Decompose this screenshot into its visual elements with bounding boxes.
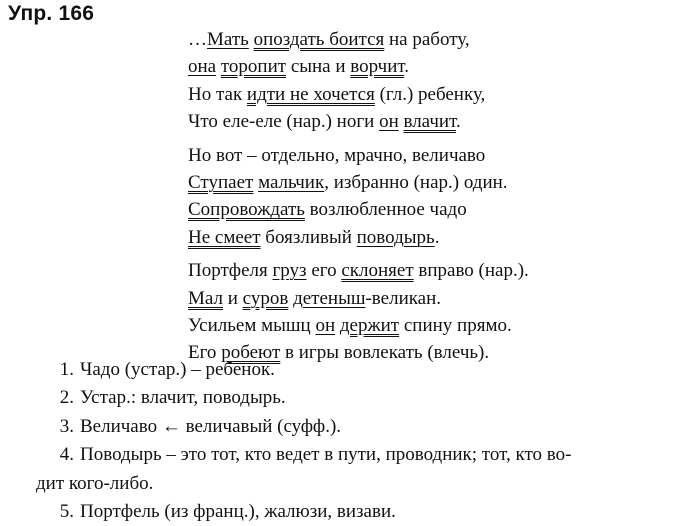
poem-text: Усильем мышц <box>188 314 316 336</box>
poem-line <box>188 285 529 312</box>
poem-text: Но вот – отдельно, мрачно, величаво <box>188 144 486 166</box>
note-item <box>42 498 692 526</box>
note-number: 2. <box>59 387 74 409</box>
predicate-word: торопит <box>220 56 287 78</box>
predicate-word: суров <box>242 287 289 309</box>
poem-line <box>188 81 529 108</box>
predicate-word: идти не хочется <box>246 83 375 105</box>
predicate-word: ворчит <box>350 56 405 78</box>
subject-word: мальчик <box>258 171 325 193</box>
poem-text: боязливый <box>260 226 357 248</box>
poem-text: Его <box>188 342 222 364</box>
predicate-word: влачит <box>403 111 456 133</box>
poem-line <box>188 26 529 53</box>
poem-line <box>188 108 529 135</box>
predicate-word: склоняет <box>341 260 414 282</box>
note-item <box>42 441 692 469</box>
predicate-word: Ступает <box>188 171 254 193</box>
poem-text: … <box>188 29 207 50</box>
poem-text: сына и <box>286 56 351 78</box>
predicate-word: Мал <box>188 287 223 309</box>
poem-text: в игры вовлекать (влечь). <box>280 342 490 364</box>
predicate-word: Сопровождать <box>188 199 305 221</box>
predicate-word: держит <box>339 314 400 336</box>
note-number: 1. <box>59 359 74 380</box>
note-item <box>34 470 692 498</box>
poem-line <box>188 224 529 251</box>
poem-text: Портфеля <box>188 260 273 282</box>
note-text: Чадо (устар.) – ребенок. <box>80 359 275 380</box>
poem-text: на работу, <box>384 29 470 50</box>
exercise-title: Упр. 166 <box>8 2 95 25</box>
poem-block <box>188 26 529 367</box>
poem-text: спину прямо. <box>399 314 512 336</box>
predicate-word: Не смеет <box>188 226 261 248</box>
subject-word: поводырь <box>356 226 435 248</box>
note-text: дит кого-либо. <box>36 472 154 494</box>
subject-word: он <box>379 111 399 133</box>
poem-text: Что еле-еле (нар.) ноги <box>188 111 380 133</box>
subject-word: груз <box>272 260 307 282</box>
poem-text: вправо (нар.). <box>413 260 529 282</box>
note-number: 4. <box>59 444 74 466</box>
poem-text: . <box>455 111 461 133</box>
subject-word: Мать <box>207 29 249 50</box>
poem-text: , избранно (нар.) один. <box>324 171 508 193</box>
poem-line <box>188 53 529 80</box>
note-text: Величаво ← величавый (суфф.). <box>80 415 342 437</box>
note-text: Устар.: влачит, поводырь. <box>80 387 286 409</box>
note-item <box>42 413 692 441</box>
note-text: Портфель (из франц.), жалюзи, визави. <box>80 500 396 522</box>
poem-line <box>188 257 529 284</box>
poem-line <box>188 169 529 196</box>
poem-text: . <box>434 226 440 248</box>
poem-text: его <box>306 260 342 282</box>
poem-line <box>188 142 529 169</box>
predicate-word: опоздать боится <box>253 29 385 50</box>
note-text: Поводырь – это тот, кто ведет в пути, проводник; тот, кто во- <box>80 444 572 466</box>
note-number: 3. <box>59 415 74 437</box>
poem-text: возлюбленное чадо <box>304 199 467 221</box>
poem-text: -великан. <box>365 287 442 309</box>
predicate-word: робеют <box>221 342 281 364</box>
note-number: 5. <box>59 500 74 522</box>
poem-line <box>188 312 529 339</box>
subject-word: он <box>315 314 336 336</box>
poem-text: (гл.) ребенку, <box>374 83 486 105</box>
poem-text: Но так <box>188 83 247 105</box>
note-item <box>42 356 692 384</box>
poem-text: и <box>222 287 243 309</box>
note-item <box>42 384 692 412</box>
notes-list <box>36 356 692 526</box>
subject-word: она <box>188 56 217 78</box>
poem-text: . <box>404 56 409 78</box>
subject-word: детеныш <box>293 287 366 309</box>
poem-line <box>188 196 529 223</box>
